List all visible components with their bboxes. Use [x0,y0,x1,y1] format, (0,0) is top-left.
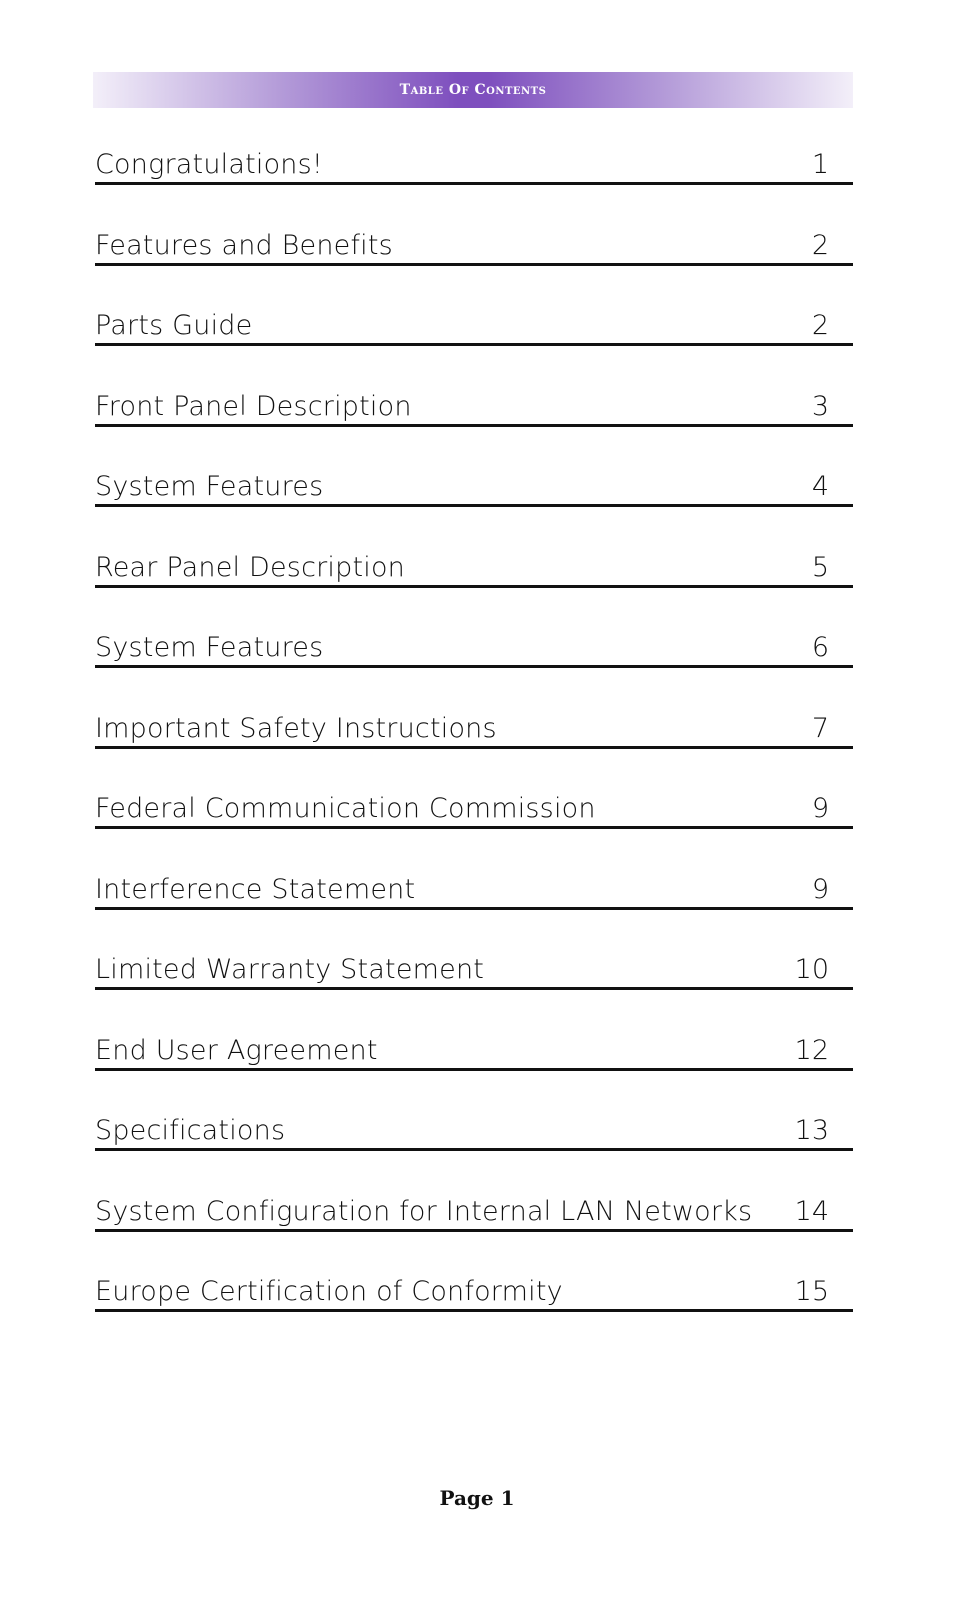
toc-entry-page: 2 [811,229,829,261]
toc-entry-page: 2 [811,310,829,341]
toc-entry[interactable] [95,374,853,455]
toc-entry[interactable] [95,696,853,777]
toc-entry[interactable] [95,213,853,294]
toc-entry[interactable] [95,132,853,213]
toc-entry[interactable] [95,454,853,535]
toc-entry-title: Features and Benefits [95,229,393,261]
toc-entry-title: Congratulations! [95,149,323,180]
toc-entry-page: 13 [794,1115,829,1146]
toc-entry-page: 12 [794,1034,829,1066]
toc-entry-title: Front Panel Description [95,390,412,422]
toc-entry[interactable] [95,615,853,696]
toc-entry-page: 10 [794,954,829,985]
toc-entry-title: Rear Panel Description [95,551,405,583]
toc-entry[interactable] [95,1098,853,1179]
toc-entry-title: System Features [95,471,324,502]
toc-entry[interactable] [95,1018,853,1099]
toc-entry-title: Specifications [95,1115,286,1146]
toc-entry[interactable] [95,535,853,616]
toc-entry-page: 7 [811,712,829,744]
toc-entry-page: 14 [794,1195,829,1227]
toc-entry-page: 9 [811,873,829,905]
toc-heading: Table Of Contents [399,82,547,98]
toc-entry-title: Federal Communication Commission [95,793,596,824]
toc-entry[interactable] [95,937,853,1018]
toc-entry-page: 5 [811,551,829,583]
toc-entry-page: 3 [811,390,829,422]
toc-list [95,132,853,1340]
toc-entry-title: Limited Warranty Statement [95,954,485,985]
toc-header-band [93,72,853,108]
toc-entry[interactable] [95,1259,853,1340]
page-number: Page 1 [439,1486,515,1510]
toc-entry-page: 6 [811,632,829,663]
toc-entry[interactable] [95,293,853,374]
toc-entry[interactable] [95,1179,853,1260]
toc-entry-title: End User Agreement [95,1034,378,1066]
toc-entry[interactable] [95,857,853,938]
toc-entry-page: 4 [811,471,829,502]
toc-entry-title: Important Safety Instructions [95,712,497,744]
toc-entry-page: 15 [794,1276,829,1307]
toc-entry-page: 1 [811,149,829,180]
toc-entry-title: System Configuration for Internal LAN Networks [95,1195,753,1227]
toc-entry-title: Parts Guide [95,310,253,341]
toc-entry-title: System Features [95,632,324,663]
toc-entry[interactable] [95,776,853,857]
toc-entry-page: 9 [811,793,829,824]
toc-entry-title: Europe Certification of Conformity [95,1276,563,1307]
toc-entry-title: Interference Statement [95,873,416,905]
